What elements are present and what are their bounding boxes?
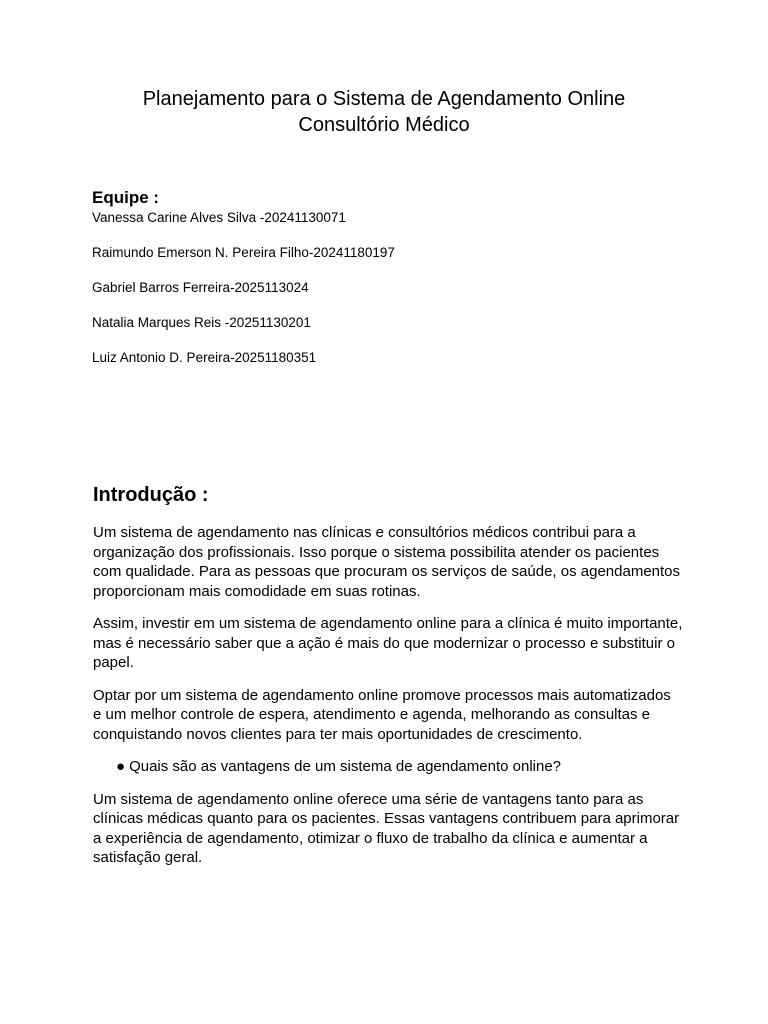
team-member: Vanessa Carine Alves Silva -20241130071 <box>92 210 346 225</box>
team-member: Raimundo Emerson N. Pereira Filho-20241180197 <box>92 245 395 260</box>
team-member: Gabriel Barros Ferreira-2025113024 <box>92 280 309 295</box>
introduction-heading: Introdução : <box>93 484 209 506</box>
introduction-body <box>93 523 683 881</box>
team-heading: Equipe : <box>92 188 160 207</box>
document-title <box>0 86 768 138</box>
paragraph: Um sistema de agendamento nas clínicas e consultórios médicos contribui para a organização dos profissionais. Isso porque o sistema possibilita atender os pacientes com qualidade. Para as pessoas que procuram os serviços de saúde, os agendamentos proporcionam mais comodidade em suas rotinas. <box>93 524 681 600</box>
team-member: Natalia Marques Reis -20251130201 <box>92 315 311 330</box>
title-line-1: Planejamento para o Sistema de Agendamento Online <box>142 88 626 110</box>
bullet-dot-icon: ● <box>116 758 126 775</box>
paragraph: Optar por um sistema de agendamento online promove processos mais automatizados e um melhor controle de espera, atendimento e agenda, melhorando as consultas e conquistando novos clientes para ter mais oportunidades de crescimento. <box>93 686 671 743</box>
paragraph: Assim, investir em um sistema de agendamento online para a clínica é muito importante, mas é necessário saber que a ação é mais do que modernizar o processo e substituir o papel. <box>93 615 683 671</box>
team-member: Luiz Antonio D. Pereira-20251180351 <box>92 350 317 365</box>
team-member-list <box>92 209 395 384</box>
bullet-item <box>93 757 683 777</box>
title-line-2: Consultório Médico <box>298 114 470 136</box>
paragraph: Um sistema de agendamento online oferece uma série de vantagens tanto para as clínicas médicas quanto para os pacientes. Essas vantagens contribuem para aprimorar a experiência de agendamento, otimizar o fluxo de trabalho da clínica e aumentar a satisfação geral. <box>93 790 680 866</box>
bullet-text: Quais são as vantagens de um sistema de agendamento online? <box>129 758 562 775</box>
